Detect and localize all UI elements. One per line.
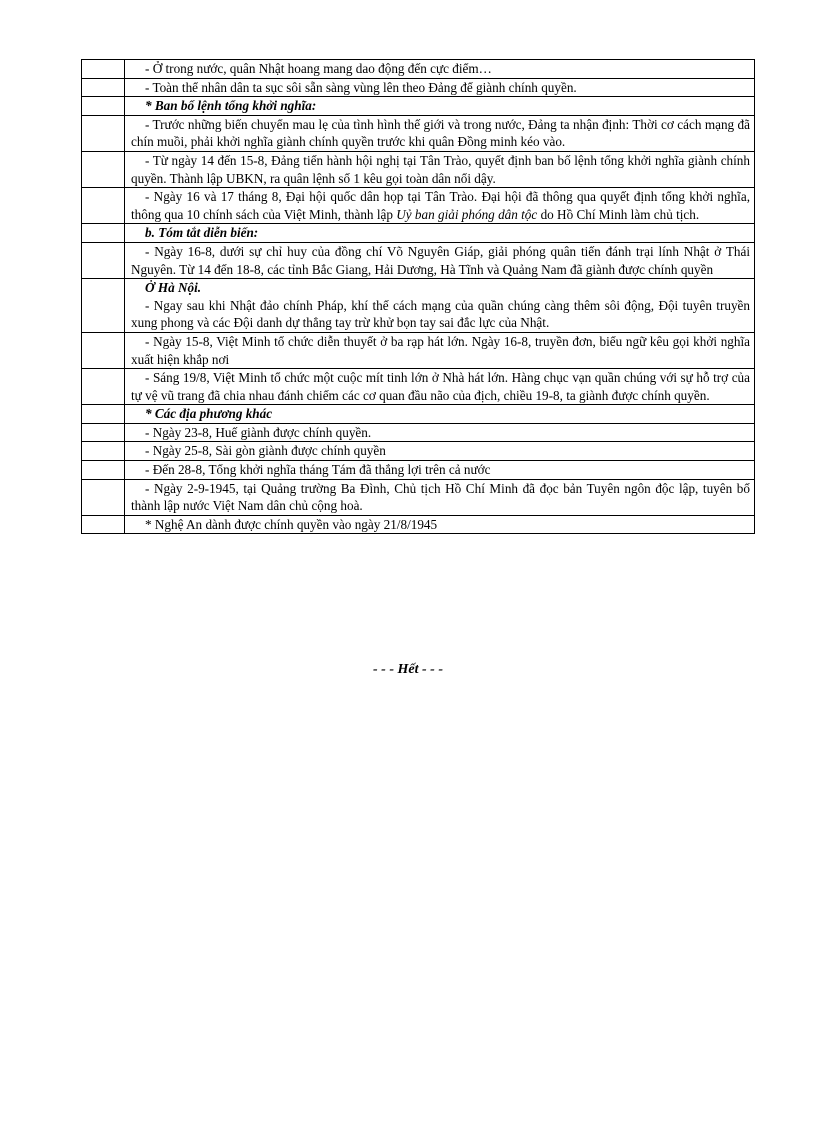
row-text: - Trước những biến chuyển mau lẹ của tình hình thế giới và trong nước, Đảng ta nhận định: Thời cơ cách mạng đã chín muồi, phải khởi nghĩa giành chính quyền trước khi quân Đồng minh kéo vào. — [131, 116, 750, 150]
table-row — [82, 442, 755, 461]
content-cell — [125, 515, 755, 534]
table-row — [82, 188, 755, 224]
index-cell — [82, 151, 125, 187]
row-text: - Toàn thể nhân dân ta sục sôi sẵn sàng vùng lên theo Đảng để giành chính quyền. — [145, 79, 577, 95]
index-cell — [82, 78, 125, 97]
table-row — [82, 332, 755, 368]
index-cell — [82, 332, 125, 368]
row-text: - Ở trong nước, quân Nhật hoang mang dao động đến cực điểm… — [145, 61, 492, 76]
row-text: - Ngày 2-9-1945, tại Quảng trường Ba Đình, Chủ tịch Hồ Chí Minh đã đọc bản Tuyên ngôn độc lập, tuyên bố thành lập nước Việt Nam dân chủ cộng hoà. — [131, 480, 750, 514]
content-cell — [125, 97, 755, 116]
index-cell — [82, 60, 125, 79]
table-row — [82, 369, 755, 405]
section-heading: Ở Hà Nội. — [145, 280, 202, 296]
content-cell — [125, 60, 755, 79]
content-cell — [125, 423, 755, 442]
row-text: * Nghệ An dành được chính quyền vào ngày 21/8/1945 — [145, 516, 438, 532]
content-cell — [125, 479, 755, 515]
end-marker: - - - Hết - - - — [373, 662, 443, 677]
section-heading: * Các địa phương khác — [145, 406, 273, 422]
index-cell — [82, 479, 125, 515]
index-cell — [82, 242, 125, 278]
text-run: - Ngày 16 và 17 tháng 8, Đại hội quốc dân họp tại Tân Trào. Đại hội đã thông qua quyết định tổng khởi nghĩa, thông qua 10 chính sách của Việt Minh, thành lập — [131, 189, 750, 222]
table-row — [82, 423, 755, 442]
content-cell — [125, 151, 755, 187]
index-cell — [82, 369, 125, 405]
row-text: - Ngày 15-8, Việt Minh tổ chức diễn thuyết ở ba rạp hát lớn. Ngày 16-8, truyền đơn, biểu ngữ kêu gọi khởi nghĩa xuất hiện khắp nơi — [131, 333, 750, 367]
content-cell — [125, 332, 755, 368]
italic-text-run: Uỷ ban giải phóng dân tộc — [396, 206, 538, 222]
content-cell — [125, 242, 755, 278]
index-cell — [82, 442, 125, 461]
content-cell — [125, 115, 755, 151]
table-row — [82, 115, 755, 151]
content-cell — [125, 461, 755, 480]
row-text: - Từ ngày 14 đến 15-8, Đảng tiến hành hội nghị tại Tân Trào, quyết định ban bố lệnh tổng khởi nghĩa giành chính quyền. Thành lập UBKN, ra quân lệnh số 1 kêu gọi toàn dân nổi dậy. — [131, 152, 750, 186]
table-row — [82, 78, 755, 97]
row-text: - Ngày 23-8, Huế giành được chính quyền. — [145, 424, 372, 440]
table-row — [82, 224, 755, 243]
table-row — [82, 242, 755, 278]
table-row — [82, 405, 755, 424]
index-cell — [82, 515, 125, 534]
row-text: - Sáng 19/8, Việt Minh tổ chức một cuộc mít tinh lớn ở Nhà hát lớn. Hàng chục vạn quần chúng với sự hỗ trợ của tự vệ vũ trang đã chia nhau đánh chiếm các cơ quan đầu não của địch, chiều 19-8, ta giành được chính quyền. — [131, 370, 750, 403]
content-cell — [125, 224, 755, 243]
section-heading: * Ban bố lệnh tổng khởi nghĩa: — [145, 98, 317, 114]
content-cell — [125, 442, 755, 461]
table-row — [82, 60, 755, 79]
content-cell — [125, 369, 755, 405]
table-row — [82, 461, 755, 480]
index-cell — [82, 461, 125, 480]
text-run: do Hồ Chí Minh làm chủ tịch. — [537, 206, 700, 222]
row-text: - Ngày 25-8, Sài gòn giành được chính quyền — [145, 443, 386, 459]
table-row — [82, 479, 755, 515]
row-text: - Ngay sau khi Nhật đảo chính Pháp, khí thế cách mạng của quần chúng càng thêm sôi động, Đội tuyên truyền xung phong và các Đội danh dự thẳng tay trừ khử bọn tay sai đắc lực của Nhật. — [131, 297, 750, 331]
content-cell — [125, 188, 755, 224]
index-cell — [82, 405, 125, 424]
table-row — [82, 515, 755, 534]
row-text: - Ngày 16-8, dưới sự chỉ huy của đồng chí Võ Nguyên Giáp, giải phóng quân tiến đánh trại lính Nhật ở Thái Nguyên. Từ 14 đến 18-8, các tỉnh Bắc Giang, Hải Dương, Hà Tĩnh và Quảng Nam đã giành được chính quyền — [131, 243, 750, 277]
index-cell — [82, 224, 125, 243]
table-row — [82, 151, 755, 187]
content-cell — [125, 405, 755, 424]
index-cell — [82, 279, 125, 333]
content-table — [81, 59, 755, 534]
table-row — [82, 97, 755, 116]
row-text: - Đến 28-8, Tổng khởi nghĩa tháng Tám đã thắng lợi trên cả nước — [145, 462, 491, 478]
table-row — [82, 279, 755, 333]
section-heading: b. Tóm tắt diễn biến: — [145, 225, 259, 241]
index-cell — [82, 97, 125, 116]
content-cell — [125, 78, 755, 97]
index-cell — [82, 115, 125, 151]
row-text — [131, 188, 750, 223]
content-cell — [125, 279, 755, 333]
index-cell — [82, 188, 125, 224]
index-cell — [82, 423, 125, 442]
